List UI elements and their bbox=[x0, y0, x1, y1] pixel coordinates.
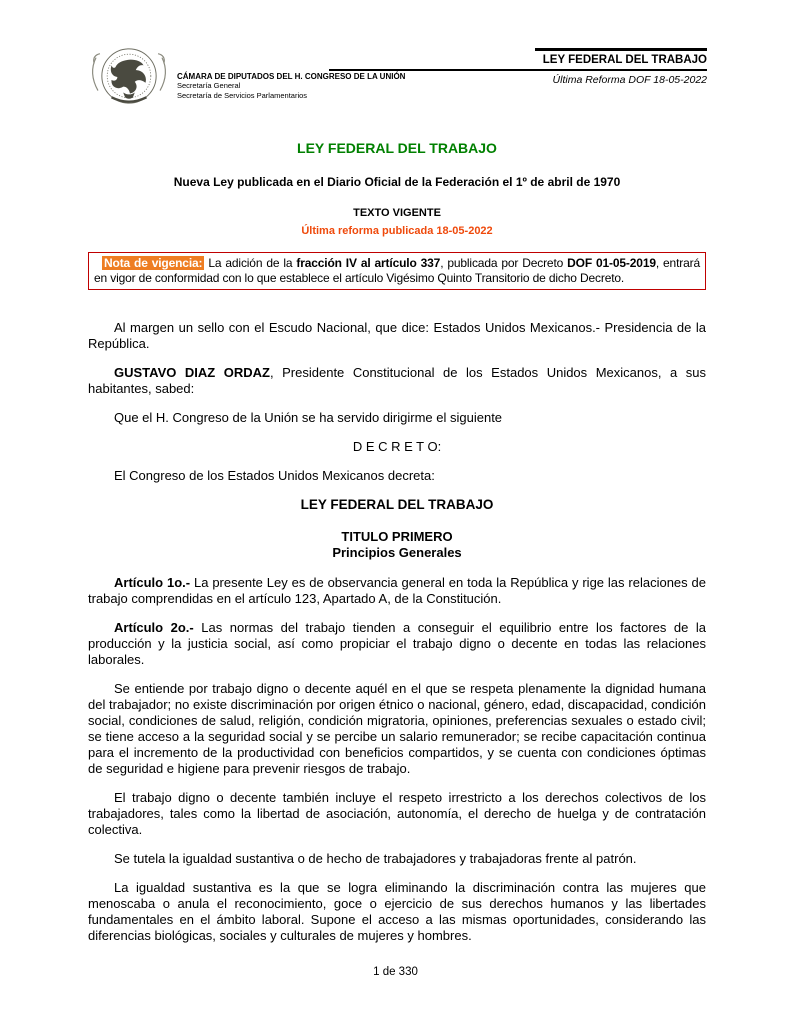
law-title-heading: LEY FEDERAL DEL TRABAJO bbox=[300, 497, 494, 512]
validity-note-text-2: , publicada por Decreto bbox=[440, 256, 568, 270]
publication-note: Nueva Ley publicada en el Diario Oficial de la Federación el 1º de abril de 1970 bbox=[173, 175, 621, 189]
paragraph-gustavo-rest: , Presidente Constitucional de los Estados Unidos Mexicanos, a sus habitantes, sabed: bbox=[88, 365, 706, 396]
article-1-text: La presente Ley es de observancia general en toda la República y rige las relaciones de trabajo comprendidas en el artículo 123, Apartado A, de la Constitución. bbox=[88, 575, 706, 606]
logo-line-secretaria-general: Secretaría General bbox=[177, 81, 241, 90]
page-footer bbox=[0, 966, 791, 978]
paragraph-igualdad-tutela: Se tutela la igualdad sustantiva o de hecho de trabajadores y trabajadoras frente al patrón. bbox=[114, 851, 637, 866]
document-body bbox=[88, 140, 706, 957]
document-title: LEY FEDERAL DEL TRABAJO bbox=[297, 140, 497, 156]
validity-note-bold-2: DOF 01-05-2019 bbox=[567, 256, 656, 270]
paragraph-al-margen: Al margen un sello con el Escudo Nacional, que dice: Estados Unidos Mexicanos.- Presidencia de la República. bbox=[88, 320, 706, 351]
texto-vigente-label: TEXTO VIGENTE bbox=[353, 207, 441, 219]
titulo-primero-heading bbox=[88, 529, 706, 561]
president-name: GUSTAVO DIAZ ORDAZ bbox=[114, 365, 270, 380]
mexico-coat-of-arms-icon bbox=[86, 44, 172, 108]
paragraph-derechos-colectivos: El trabajo digno o decente también incluye el respeto irrestricto a los derechos colectivos de los trabajadores, tales como la libertad de asociación, autonomía, el derecho de huelga y de contratación colectiva. bbox=[88, 790, 706, 837]
logo-line-servicios-parlamentarios: Secretaría de Servicios Parlamentarios bbox=[177, 90, 308, 100]
article-2-label: Artículo 2o.- bbox=[114, 620, 194, 635]
article-2 bbox=[88, 620, 706, 668]
titulo-primero-line: TITULO PRIMERO bbox=[341, 529, 453, 544]
article-2-text: Las normas del trabajo tienden a conseguir el equilibrio entre los factores de la producción y la justicia social, así como propiciar el trabajo digno o decente en todas las relaciones laborales. bbox=[88, 620, 707, 667]
paragraph-congreso-union: Que el H. Congreso de la Unión se ha servido dirigirme el siguiente bbox=[114, 410, 503, 425]
validity-note-box bbox=[88, 252, 706, 290]
header-last-reform: Última Reforma DOF 18-05-2022 bbox=[552, 74, 707, 86]
principios-generales-line: Principios Generales bbox=[332, 545, 462, 560]
article-1 bbox=[88, 575, 706, 607]
article-1-label: Artículo 1o.- bbox=[114, 575, 191, 590]
paragraph-trabajo-digno: Se entiende por trabajo digno o decente aquél en el que se respeta plenamente la dignidad humana del trabajador; no existe discriminación por origen étnico o nacional, género, edad, discapacidad, condición social, condiciones de salud, religión, condición migratoria, opiniones, preferencias sexuales o estado civil; se tiene acceso a la seguridad social y se percibe un salario remunerador; se recibe capacitación continua para el incremento de la productividad con beneficios compartidos, y se cuenta con condiciones óptimas de seguridad e higiene para prevenir riesgos de trabajo. bbox=[88, 681, 706, 776]
paragraph-igualdad-sustantiva: La igualdad sustantiva es la que se logra eliminando la discriminación contra las mujeres que menoscaba o anula el reconocimiento, goce o ejercicio de sus derechos humanos y las libertades fundamentales en el ámbito laboral. Supone el acceso a las mismas oportunidades, considerando las diferencias biológicas, sociales y culturales de mujeres y hombres. bbox=[88, 880, 706, 943]
document-header bbox=[86, 44, 707, 116]
paragraph-gustavo-diaz-ordaz bbox=[88, 365, 706, 397]
ultima-reforma-label: Última reforma publicada 18-05-2022 bbox=[301, 225, 493, 237]
validity-note-label: Nota de vigencia: bbox=[104, 256, 203, 270]
validity-note-text-1: La adición de la bbox=[204, 256, 297, 270]
validity-note-text-3: , entrará en vigor de conformidad con lo que establece el artículo Vigésimo Quinto Transitorio de dicho Decreto. bbox=[94, 256, 700, 285]
page-number: 1 de 330 bbox=[373, 966, 418, 978]
header-law-block bbox=[329, 48, 707, 86]
header-law-title: LEY FEDERAL DEL TRABAJO bbox=[542, 54, 707, 66]
paragraph-decreta: El Congreso de los Estados Unidos Mexicanos decreta: bbox=[114, 468, 435, 483]
decreto-heading: D E C R E T O: bbox=[352, 439, 442, 454]
validity-note-bold-1: fracción IV al artículo 337 bbox=[296, 256, 441, 270]
logo-line-camara-diputados: CÁMARA DE DIPUTADOS DEL H. CONGRESO DE LA UNIÓN bbox=[177, 71, 406, 81]
